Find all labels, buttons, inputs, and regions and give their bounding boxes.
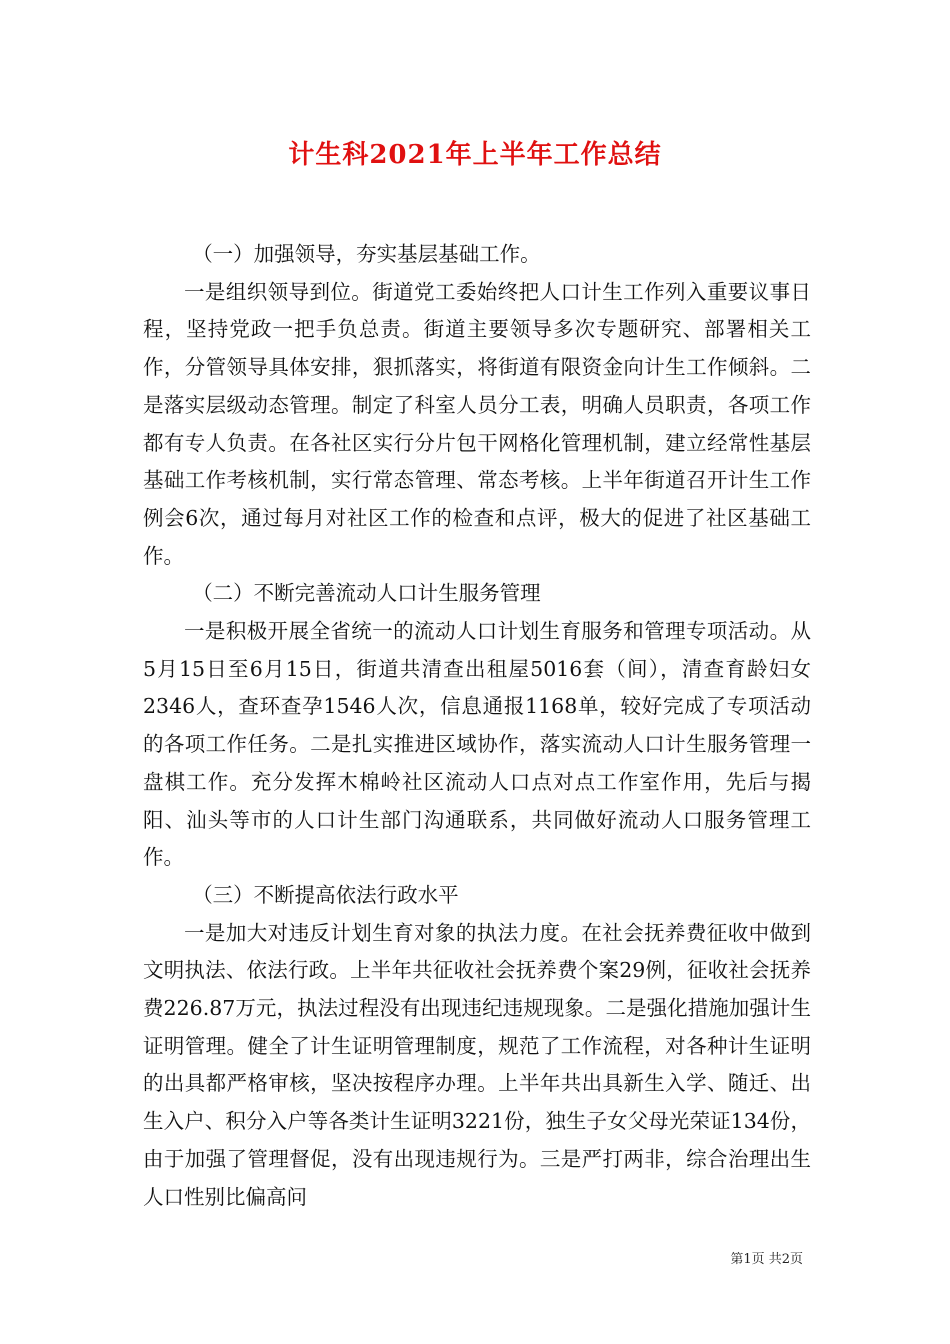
paragraph-2: 一是积极开展全省统一的流动人口计划生育服务和管理专项活动。从5月15日至6月15日，街道共清查出租屋5016套（间），清查育龄妇女2346人，查环查孕1546人次，信息通报1168单，较好完成了专项活动的各项工作任务。二是扎实推进区域协作，落实流动人口计生服务管理一盘棋工作。充分发挥木棉岭社区流动人口点对点工作室作用，先后与揭阳、汕头等市的人口计生部门沟通联系，共同做好流动人口服务管理工作。 xyxy=(143,619,811,870)
section-heading-2: （二）不断完善流动人口计生服务管理 xyxy=(192,581,541,606)
section-heading-3: （三）不断提高依法行政水平 xyxy=(192,882,459,907)
paragraph-1: 一是组织领导到位。街道党工委始终把人口计生工作列入重要议事日程，坚持党政一把手负总责。街道主要领导多次专题研究、部署相关工作，分管领导具体安排，狠抓落实，将街道有限资金向计生工作倾斜。二是落实层级动态管理。制定了科室人员分工表，明确人员职责，各项工作都有专人负责。在各社区实行分片包干网格化管理机制，建立经常性基层基础工作考核机制，实行常态管理、常态考核。上半年街道召开计生工作例会6次，通过每月对社区工作的检查和点评，极大的促进了社区基础工作。 xyxy=(143,279,811,568)
document-title: 计生科2021年上半年工作总结 xyxy=(288,140,662,170)
section-heading-1: （一）加强领导，夯实基层基础工作。 xyxy=(192,242,541,266)
page-number-footer: 第1页 共2页 xyxy=(730,1252,803,1267)
document-body xyxy=(143,236,811,1216)
paragraph-3: 一是加大对违反计划生育对象的执法力度。在社会抚养费征收中做到文明执法、依法行政。上半年共征收社会抚养费个案29例，征收社会抚养费226.87万元，执法过程没有出现违纪违规现象。二是强化措施加强计生证明管理。健全了计生证明管理制度，规范了工作流程，对各种计生证明的出具都严格审核，坚决按程序办理。上半年共出具新生入学、随迁、出生入户、积分入户等各类计生证明3221份，独生子女父母光荣证134份，由于加强了管理督促，没有出现违规行为。三是严打两非，综合治理出生人口性别比偏高问 xyxy=(143,920,811,1209)
